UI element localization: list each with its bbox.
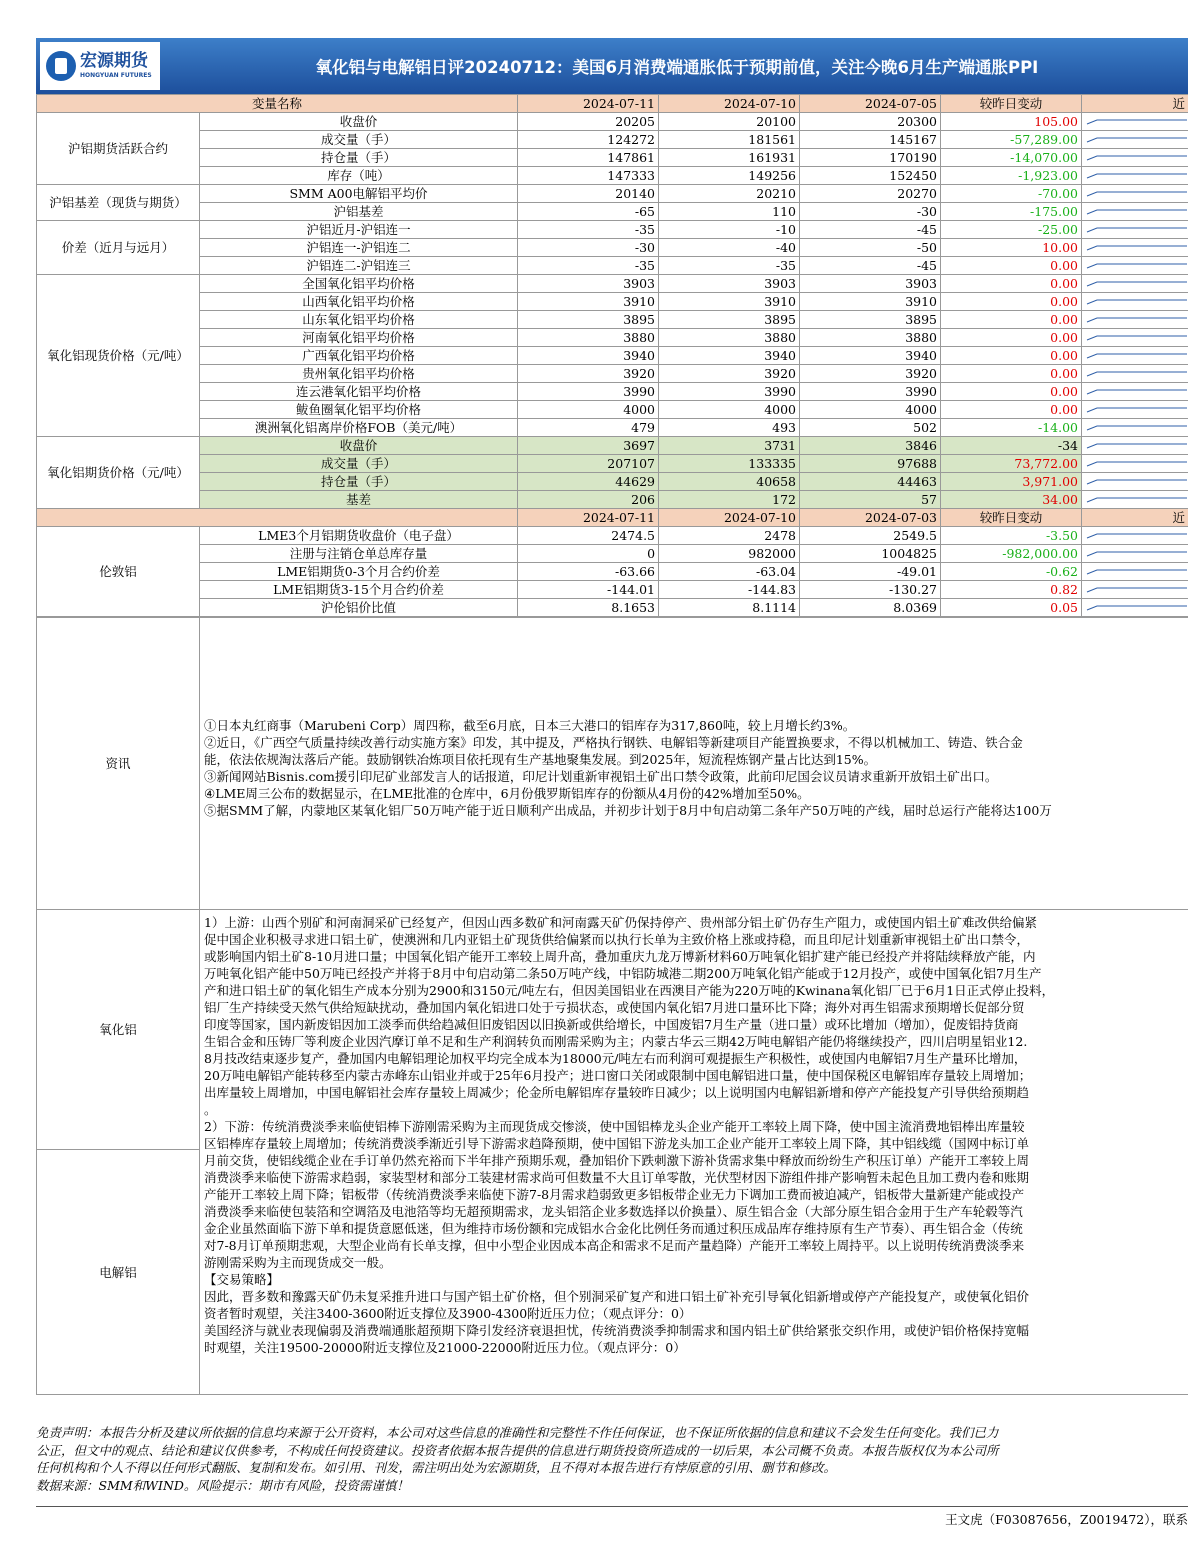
sparkline-icon	[1085, 456, 1188, 472]
col-header: 2024-07-10	[659, 509, 800, 527]
group-label: 沪铝基差（现货与期货）	[37, 185, 200, 221]
value-cell: 20140	[518, 185, 659, 203]
trend-sparkline	[1082, 455, 1188, 473]
value-cell: 8.0369	[800, 599, 941, 617]
row-label: 澳洲氧化铝离岸价格FOB（美元/吨）	[200, 419, 518, 437]
value-cell: 20270	[800, 185, 941, 203]
sparkline-icon	[1085, 204, 1188, 220]
sparkline-icon	[1085, 276, 1188, 292]
blank-header	[37, 509, 518, 527]
row-label: 成交量（手）	[200, 455, 518, 473]
value-cell: 44463	[800, 473, 941, 491]
row-label: 全国氧化铝平均价格	[200, 275, 518, 293]
change-cell: 0.00	[941, 347, 1082, 365]
row-label: 沪铝连一-沪铝连二	[200, 239, 518, 257]
change-cell: -14.00	[941, 419, 1082, 437]
row-label: LME铝期货3-15个月合约价差	[200, 581, 518, 599]
value-cell: 40658	[659, 473, 800, 491]
sparkline-icon-lme	[1085, 546, 1188, 562]
alumina-line: 或影响国内铝土矿8-10月进口量；中国氧化铝产能开工率较上周升高，叠加重庆九龙万博新材料60万吨氧化铝扩建产能已经投产并将陆续释放产能，内	[204, 949, 1036, 964]
trend-sparkline	[1082, 491, 1188, 509]
sparkline-icon	[1085, 222, 1188, 238]
table-row	[37, 239, 1188, 257]
col-header: 较昨日变动	[941, 95, 1082, 113]
alumina-line: 生铝合金和压铸厂等利废企业因汽摩订单不足和生产利润转负而刚需采购为主；内蒙古华云三期42万吨电解铝产能仍将继续投产，四川启明星铝业12.	[204, 1034, 1028, 1049]
value-cell: 502	[800, 419, 941, 437]
alumina-line: 产和进口铝土矿的氧化铝生产成本分别为2900和3150元/吨左右，但因美国铝业在西澳目产能为220万吨的Kwinana氧化铝厂已于6月1日正式停止投料，	[204, 983, 1055, 998]
value-cell: -63.04	[659, 563, 800, 581]
table-row	[37, 293, 1188, 311]
table-row	[37, 329, 1188, 347]
disclaimer	[36, 1424, 1188, 1494]
trend-sparkline	[1082, 545, 1188, 563]
trend-sparkline	[1082, 293, 1188, 311]
value-cell: 3990	[518, 383, 659, 401]
value-cell: 20205	[518, 113, 659, 131]
value-cell: -50	[800, 239, 941, 257]
value-cell: 2478	[659, 527, 800, 545]
sparkline-icon	[1085, 420, 1188, 436]
change-cell: -57,289.00	[941, 131, 1082, 149]
change-cell: 10.00	[941, 239, 1082, 257]
trend-sparkline	[1082, 329, 1188, 347]
group-label: 氧化铝现货价格（元/吨）	[37, 275, 200, 437]
value-cell: 3903	[800, 275, 941, 293]
row-label: 山西氧化铝平均价格	[200, 293, 518, 311]
analyst-signature: 王文虎（F03087656，Z0019472），联系	[945, 1512, 1188, 1527]
table-row	[37, 167, 1188, 185]
row-label: 广西氧化铝平均价格	[200, 347, 518, 365]
row-label: 连云港氧化铝平均价格	[200, 383, 518, 401]
electrolytic-line: 时观望，关注19500-20000附近支撑位及21000-22000附近压力位。（观点评分：0）	[204, 1340, 686, 1355]
alumina-line: 万吨氧化铝产能中50万吨已经投产并将于8月中旬启动第二条50万吨产线，中铝防城港二期200万吨氧化铝产能或于12月投产，或使中国氧化铝7月生产	[204, 966, 1042, 981]
sparkline-icon	[1085, 402, 1188, 418]
news-line: ⑤据SMM了解，内蒙地区某氧化铝厂50万吨产能于近日顺利产出成品，并初步计划于8月中旬启动第二条年产50万吨的产线，届时总运行产能将达100万	[204, 803, 1052, 818]
value-cell: 1004825	[800, 545, 941, 563]
value-cell: 152450	[800, 167, 941, 185]
table-row	[37, 203, 1188, 221]
value-cell: -35	[659, 257, 800, 275]
alumina-line: 1）上游：山西个别矿和河南洞采矿已经复产，但因山西多数矿和河南露天矿仍保持停产、贵州部分铝土矿仍存生产阻力，或使国内铝土矿难改供给偏紧	[204, 915, 1037, 930]
disclaimer-line: 公正，但文中的观点、结论和建议仅供参考，不构成任何投资建议。投资者依据本报告提供的信息进行期货投资所造成的一切后果，本公司概不负责。本报告版权仅为本公司所	[36, 1442, 999, 1458]
trend-sparkline	[1082, 383, 1188, 401]
value-cell: 145167	[800, 131, 941, 149]
value-cell: 20210	[659, 185, 800, 203]
change-cell: 0.00	[941, 401, 1082, 419]
table-row	[37, 437, 1188, 455]
table-row	[37, 599, 1188, 617]
trend-sparkline	[1082, 275, 1188, 293]
news-line: ①日本丸红商事（Marubeni Corp）周四称，截至6月底，日本三大港口的铝库存为317,860吨，较上月增长约3%。	[204, 718, 856, 733]
value-cell: 3697	[518, 437, 659, 455]
row-label: 注册与注销仓单总库存量	[200, 545, 518, 563]
trend-sparkline	[1082, 599, 1188, 617]
alumina-line: 。	[204, 1102, 217, 1117]
value-cell: 3895	[800, 311, 941, 329]
trend-sparkline	[1082, 185, 1188, 203]
value-cell: 97688	[800, 455, 941, 473]
alumina-line: 出库量较上周增加，中国电解铝社会库存量较上周减少；伦金所电解铝库存量较昨日减少；以上说明国内电解铝新增和停产产能投复产引导供给预期趋	[204, 1085, 1030, 1100]
value-cell: -30	[518, 239, 659, 257]
alumina-line: 20万吨电解铝产能转移至内蒙古赤峰东山铝业并或于25年6月投产；进口窗口关闭或限制中国电解铝进口量，使中国保税区电解铝库存量较上周增加；	[204, 1068, 1032, 1083]
table-row	[37, 545, 1188, 563]
electrolytic-line: 【交易策略】	[204, 1272, 280, 1287]
trend-sparkline	[1082, 419, 1188, 437]
change-cell: 0.00	[941, 311, 1082, 329]
value-cell: 4000	[800, 401, 941, 419]
sparkline-icon	[1085, 312, 1188, 328]
change-cell: 0.05	[941, 599, 1082, 617]
value-cell: 8.1653	[518, 599, 659, 617]
sparkline-icon	[1085, 150, 1188, 166]
group-label: 沪铝期货活跃合约	[37, 113, 200, 185]
trend-sparkline	[1082, 239, 1188, 257]
sparkline-icon	[1085, 348, 1188, 364]
value-cell: 3920	[518, 365, 659, 383]
group-label: 价差（近月与远月）	[37, 221, 200, 275]
group-label: 氧化铝期货价格（元/吨）	[37, 437, 200, 509]
value-cell: 170190	[800, 149, 941, 167]
change-cell: 0.00	[941, 275, 1082, 293]
change-cell: 0.00	[941, 329, 1082, 347]
value-cell: 4000	[518, 401, 659, 419]
col-header: 2024-07-10	[659, 95, 800, 113]
alumina-label: 氧化铝	[37, 910, 200, 1150]
logo-icon	[46, 51, 76, 81]
table-row	[37, 401, 1188, 419]
value-cell: 133335	[659, 455, 800, 473]
change-cell: -0.62	[941, 563, 1082, 581]
change-cell: 0.00	[941, 293, 1082, 311]
col-header: 较昨日变动	[941, 509, 1082, 527]
value-cell: 57	[800, 491, 941, 509]
alumina-line: 铝厂生产持续受天然气供给短缺扰动，叠加国内氧化铝进口处于亏损状态，或使国内氧化铝7月进口量环比下降；海外对再生铝需求预期增长促部分贸	[204, 1000, 1025, 1015]
change-cell: -25.00	[941, 221, 1082, 239]
trend-sparkline	[1082, 131, 1188, 149]
value-cell: 3920	[800, 365, 941, 383]
row-label: LME铝期货0-3个月合约价差	[200, 563, 518, 581]
col-header: 2024-07-05	[800, 95, 941, 113]
table-row	[37, 563, 1188, 581]
disclaimer-line: 免责声明：本报告分析及建议所依据的信息均来源于公开资料，本公司对这些信息的准确性和完整性不作任何保证，也不保证所依据的信息和建议不会发生任何变化。我们已力	[36, 1425, 999, 1440]
value-cell: -49.01	[800, 563, 941, 581]
logo-cn: 宏源期货	[80, 51, 148, 71]
disclaimer-line: 数据来源：SMM和WIND。风险提示：期市有风险，投资需谨慎！	[36, 1477, 409, 1493]
change-cell: 0.00	[941, 365, 1082, 383]
news-label: 资讯	[37, 618, 200, 910]
electrolytic-line: 游刚需采购为主而现货成交一般。	[204, 1255, 392, 1270]
change-cell: -34	[941, 437, 1082, 455]
col-variable-name: 变量名称	[37, 95, 518, 113]
electrolytic-line: 资者暂时观望，关注3400-3600附近支撑位及3900-4300附近压力位；（观点评分：0）	[204, 1306, 692, 1321]
table-row	[37, 113, 1188, 131]
change-cell: 34.00	[941, 491, 1082, 509]
value-cell: 3940	[800, 347, 941, 365]
trend-sparkline	[1082, 527, 1188, 545]
change-cell: 3,971.00	[941, 473, 1082, 491]
value-cell: 3990	[659, 383, 800, 401]
value-cell: 161931	[659, 149, 800, 167]
sparkline-icon	[1085, 474, 1188, 490]
row-label: 库存（吨）	[200, 167, 518, 185]
news-line: ②近日，《广西空气质量持续改善行动实施方案》印发，其中提及，严格执行钢铁、电解铝等新建项目产能置换要求，不得以机械加工、铸造、铁合金	[204, 735, 1023, 750]
news-text	[200, 618, 1188, 910]
value-cell: 0	[518, 545, 659, 563]
value-cell: 3940	[659, 347, 800, 365]
row-label: 贵州氧化铝平均价格	[200, 365, 518, 383]
alumina-line: 印度等国家，国内新废铝因加工淡季而供给趋减但旧废铝因以旧换新或供给增长，中国废铝7月生产量（进口量）或环比增加（增加），促废铝持货商	[204, 1017, 1019, 1032]
value-cell: 493	[659, 419, 800, 437]
col-header: 2024-07-11	[518, 95, 659, 113]
change-cell: -3.50	[941, 527, 1082, 545]
trend-sparkline	[1082, 221, 1188, 239]
row-label: 成交量（手）	[200, 131, 518, 149]
value-cell: 207107	[518, 455, 659, 473]
change-cell: 0.82	[941, 581, 1082, 599]
table-row	[37, 149, 1188, 167]
change-cell: 105.00	[941, 113, 1082, 131]
value-cell: 20300	[800, 113, 941, 131]
value-cell: 3880	[800, 329, 941, 347]
value-cell: 3903	[518, 275, 659, 293]
value-cell: -130.27	[800, 581, 941, 599]
value-cell: 3910	[659, 293, 800, 311]
value-cell: 3846	[800, 437, 941, 455]
electrolytic-line: 月前交货，使铝线缆企业在手订单仍然充裕而下半年排产预期乐观，叠加铝价下跌刺激下游补货需求集中释放而纷纷生产积压订单）产能开工率较上周	[204, 1153, 1030, 1168]
value-cell: 3920	[659, 365, 800, 383]
col-header: 近	[1082, 95, 1188, 113]
table-row	[37, 581, 1188, 599]
value-cell: 982000	[659, 545, 800, 563]
sparkline-icon-lme	[1085, 600, 1188, 616]
value-cell: -144.83	[659, 581, 800, 599]
electrolytic-line: 美国经济与就业表现偏弱及消费端通胀超预期下降引发经济衰退担忧，传统消费淡季抑制需求和国内铝土矿供给紧张交织作用，或使沪铝价格保持宽幅	[204, 1323, 1030, 1338]
col-header: 2024-07-11	[518, 509, 659, 527]
electrolytic-line: 对7-8月订单预期悲观，大型企业尚有长单支撑，但中小型企业因成本高企和需求不足而产量趋降）产能开工率较上周持平。以上说明传统消费淡季来	[204, 1238, 1025, 1253]
value-cell: 3910	[800, 293, 941, 311]
row-label: 沪伦铝价比值	[200, 599, 518, 617]
trend-sparkline	[1082, 581, 1188, 599]
row-label: 山东氧化铝平均价格	[200, 311, 518, 329]
change-cell: -1,923.00	[941, 167, 1082, 185]
value-cell: 3910	[518, 293, 659, 311]
table-row	[37, 473, 1188, 491]
electrolytic-label: 电解铝	[37, 1150, 200, 1395]
sparkline-icon	[1085, 492, 1188, 508]
value-cell: 3880	[518, 329, 659, 347]
electrolytic-line: 金企业虽然面临下游下单和提货意愿低迷，但为维持市场份额和完成铝水合金化比例任务而通过积压成品库存维持原有生产节奏）、再生铝合金（传统	[204, 1221, 1023, 1236]
electrolytic-line: 消费淡季来临使下游需求趋弱，家装型材和部分工装建材需求尚可但数量不大且订单零散，光伏型材因下游组件排产影响暂未起色且加工费内卷和账期	[204, 1170, 1030, 1185]
value-cell: -40	[659, 239, 800, 257]
sparkline-icon	[1085, 168, 1188, 184]
value-cell: 3895	[659, 311, 800, 329]
signature-bar	[36, 1506, 1188, 1529]
row-label: 持仓量（手）	[200, 149, 518, 167]
table-row	[37, 365, 1188, 383]
trend-sparkline	[1082, 473, 1188, 491]
table-row	[37, 455, 1188, 473]
value-cell: 20100	[659, 113, 800, 131]
value-cell: 2549.5	[800, 527, 941, 545]
sparkline-icon	[1085, 186, 1188, 202]
value-cell: 479	[518, 419, 659, 437]
company-logo	[40, 42, 160, 90]
row-label: 河南氧化铝平均价格	[200, 329, 518, 347]
sparkline-icon	[1085, 240, 1188, 256]
data-table	[36, 94, 1188, 617]
electrolytic-line: 产能开工率较上周下降；铝板带（传统消费淡季来临使下游7-8月需求趋弱致更多铝板带企业无力下调加工费而被迫减产，铝板带大量新建产能或投产	[204, 1187, 1025, 1202]
trend-sparkline	[1082, 563, 1188, 581]
value-cell: -65	[518, 203, 659, 221]
col-header: 2024-07-03	[800, 509, 941, 527]
group-label: 伦敦铝	[37, 527, 200, 617]
change-cell: 0.00	[941, 383, 1082, 401]
value-cell: 172	[659, 491, 800, 509]
trend-sparkline	[1082, 149, 1188, 167]
change-cell: -70.00	[941, 185, 1082, 203]
news-line: ③新闻网站Bisnis.com援引印尼矿业部发言人的话报道，印尼计划重新审视铝土矿出口禁令政策，此前印尼国会议员请求重新开放铝土矿出口。	[204, 769, 998, 784]
change-cell: -982,000.00	[941, 545, 1082, 563]
table-row	[37, 185, 1188, 203]
table-row	[37, 131, 1188, 149]
sparkline-icon	[1085, 132, 1188, 148]
change-cell: -14,070.00	[941, 149, 1082, 167]
news-line: 能，依法依规淘汰落后产能。鼓励钢铁冶炼项目依托现有生产基地聚集发展。到2025年，短流程炼钢产量占比达到15%。	[204, 752, 877, 767]
value-cell: -35	[518, 257, 659, 275]
value-cell: 8.1114	[659, 599, 800, 617]
report-title: 氧化铝与电解铝日评20240712：美国6月消费端通胀低于预期前值，关注今晚6月生产端通胀PPI	[315, 58, 1039, 77]
value-cell: -30	[800, 203, 941, 221]
trend-sparkline	[1082, 257, 1188, 275]
table-row	[37, 311, 1188, 329]
alumina-line: 促中国企业积极寻求进口铝土矿，使澳洲和几内亚铝土矿现货供给偏紧而以执行长单为主致价格上涨或持稳，而且印尼计划重新审视铝土矿出口禁令，	[204, 932, 1030, 947]
value-cell: 181561	[659, 131, 800, 149]
alumina-line: 8月技改结束逐步复产，叠加国内电解铝理论加权平均完全成本为18000元/吨左右而利润可观提振生产积极性，或使国内电解铝7月生产量环比增加，	[204, 1051, 1027, 1066]
trend-sparkline	[1082, 203, 1188, 221]
change-cell: 73,772.00	[941, 455, 1082, 473]
value-cell: 4000	[659, 401, 800, 419]
table-row	[37, 221, 1188, 239]
row-label: 收盘价	[200, 437, 518, 455]
row-label: 沪铝连二-沪铝连三	[200, 257, 518, 275]
table-row	[37, 275, 1188, 293]
logo-en: HONGYUAN FUTURES	[80, 72, 152, 79]
sparkline-icon	[1085, 294, 1188, 310]
table-header-lme	[37, 509, 1188, 527]
sparkline-icon	[1085, 330, 1188, 346]
sparkline-icon	[1085, 438, 1188, 454]
sparkline-icon-lme	[1085, 528, 1188, 544]
electrolytic-line: 因此，晋多数和豫露天矿仍未复采推升进口与国产铝土矿价格，但个别洞采矿复产和进口铝土矿补充引导氧化铝新增或停产产能投复产，或使氧化铝价	[204, 1289, 1030, 1304]
row-label: 持仓量（手）	[200, 473, 518, 491]
commentary-table	[36, 617, 1188, 1395]
value-cell: 3990	[800, 383, 941, 401]
electrolytic-line: 消费淡季来临使包装箔和空调箔及电池箔等均无超预期需求，龙头铝箔企业多数选择以价换量）、原生铝合金（大部分原生铝合金用于生产车轮毂等汽	[204, 1204, 1023, 1219]
trend-sparkline	[1082, 167, 1188, 185]
news-line: ④LME周三公布的数据显示，在LME批准的仓库中，6月份俄罗斯铝库存的份额从4月份的42%增加至50%。	[204, 786, 810, 801]
value-cell: -10	[659, 221, 800, 239]
value-cell: 110	[659, 203, 800, 221]
trend-sparkline	[1082, 401, 1188, 419]
value-cell: -144.01	[518, 581, 659, 599]
table-row	[37, 347, 1188, 365]
table-row	[37, 527, 1188, 545]
value-cell: 124272	[518, 131, 659, 149]
row-label: 沪铝基差	[200, 203, 518, 221]
table-row	[37, 419, 1188, 437]
table-header	[37, 95, 1188, 113]
alumina-text	[200, 910, 1188, 1395]
electrolytic-line: 2）下游：传统消费淡季来临使铝棒下游刚需采购为主而现货成交惨淡，使中国铝棒龙头企业产能开工率较上周下降，使中国主流消费地铝棒出库量较	[204, 1119, 1025, 1134]
sparkline-icon	[1085, 258, 1188, 274]
report-header	[36, 38, 1188, 94]
value-cell: 3903	[659, 275, 800, 293]
value-cell: 44629	[518, 473, 659, 491]
sparkline-icon	[1085, 114, 1188, 130]
row-label: 基差	[200, 491, 518, 509]
disclaimer-line: 任何机构和个人不得以任何形式翻版、复制和发布。如引用、刊发，需注明出处为宏源期货，且不得对本报告进行有悖原意的引用、删节和修改。	[36, 1460, 837, 1475]
value-cell: -63.66	[518, 563, 659, 581]
value-cell: 3880	[659, 329, 800, 347]
report	[36, 38, 1188, 1395]
electrolytic-line: 区铝棒库存量较上周增加；传统消费淡季渐近引导下游需求趋降预期，使中国铝下游龙头加工企业产能开工率较上周下降，其中铝线缆（国网中标订单	[204, 1136, 1030, 1151]
trend-sparkline	[1082, 311, 1188, 329]
trend-sparkline	[1082, 347, 1188, 365]
row-label: SMM A00电解铝平均价	[200, 185, 518, 203]
trend-sparkline	[1082, 113, 1188, 131]
row-label: 沪铝近月-沪铝连一	[200, 221, 518, 239]
value-cell: 3731	[659, 437, 800, 455]
value-cell: 147333	[518, 167, 659, 185]
value-cell: -35	[518, 221, 659, 239]
trend-sparkline	[1082, 437, 1188, 455]
value-cell: 206	[518, 491, 659, 509]
row-label: 收盘价	[200, 113, 518, 131]
change-cell: 0.00	[941, 257, 1082, 275]
col-header: 近	[1082, 509, 1188, 527]
change-cell: -175.00	[941, 203, 1082, 221]
table-row	[37, 491, 1188, 509]
sparkline-icon	[1085, 366, 1188, 382]
value-cell: 3895	[518, 311, 659, 329]
value-cell: 2474.5	[518, 527, 659, 545]
value-cell: 147861	[518, 149, 659, 167]
sparkline-icon	[1085, 384, 1188, 400]
row-label: LME3个月铝期货收盘价（电子盘）	[200, 527, 518, 545]
table-row	[37, 257, 1188, 275]
row-label: 鲅鱼圈氧化铝平均价格	[200, 401, 518, 419]
trend-sparkline	[1082, 365, 1188, 383]
value-cell: -45	[800, 221, 941, 239]
value-cell: 3940	[518, 347, 659, 365]
table-row	[37, 383, 1188, 401]
sparkline-icon-lme	[1085, 582, 1188, 598]
sparkline-icon-lme	[1085, 564, 1188, 580]
value-cell: -45	[800, 257, 941, 275]
value-cell: 149256	[659, 167, 800, 185]
